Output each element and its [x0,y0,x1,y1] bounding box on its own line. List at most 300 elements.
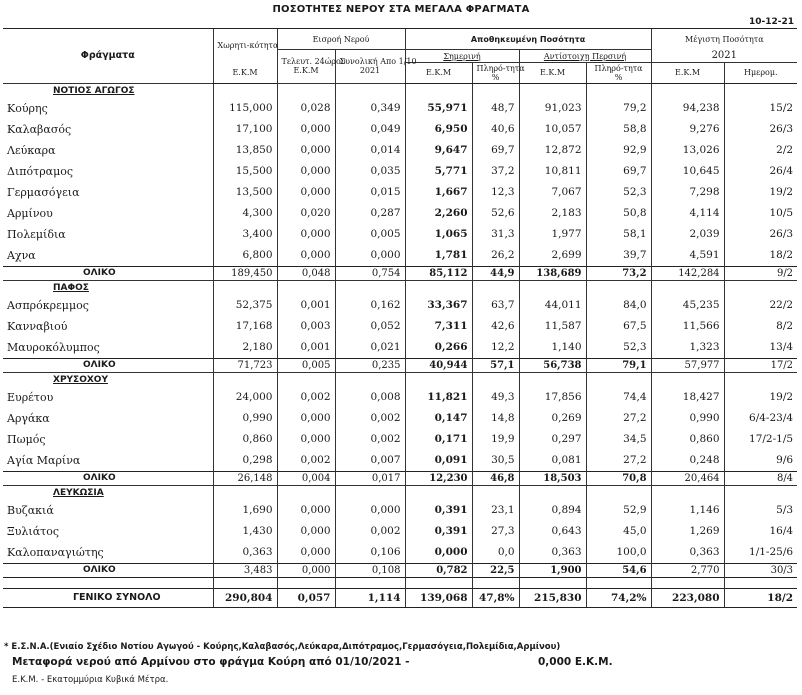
dam-today: 0,091 [405,450,472,472]
col-today-header: Σημερινή [405,50,519,63]
region-total-label: ΟΛΙΚΟ [3,266,213,280]
dam-inflow-total: 0,002 [335,521,405,542]
empty-cell [519,577,586,588]
total-max: 142,284 [651,266,724,280]
total-inflow-total: 0,754 [335,266,405,280]
empty-cell [651,577,724,588]
dam-inflow24: 0,000 [277,182,335,203]
col-last-year-header: Αντίστοιχη Περσινή [519,50,651,63]
total-inflow24: 0,005 [277,358,335,372]
transfer-note [12,656,613,668]
dam-today: 1,667 [405,182,472,203]
empty-cell [335,372,405,387]
dam-today-pct: 12,2 [472,337,519,359]
dam-capacity: 6,800 [213,245,277,267]
dam-inflow-total: 0,162 [335,295,405,316]
empty-cell [277,280,335,295]
dam-capacity: 13,500 [213,182,277,203]
dam-row [3,337,797,359]
col-inflow-header: Εισροή Νερού [277,29,405,50]
grand-inflow-total: 1,114 [335,588,405,607]
dam-today-pct: 19,9 [472,429,519,450]
dam-max-date: 22/2 [724,295,797,316]
dam-max-date: 26/3 [724,119,797,140]
empty-cell [651,485,724,500]
empty-cell [405,372,472,387]
grand-max-date: 18/2 [724,588,797,607]
total-last-year: 138,689 [519,266,586,280]
empty-cell [586,372,651,387]
dam-today: 6,950 [405,119,472,140]
dam-row [3,429,797,450]
empty-cell [472,577,519,588]
table-body [3,83,797,607]
dam-last-year-pct: 79,2 [586,98,651,119]
grand-today: 139,068 [405,588,472,607]
total-max-date: 9/2 [724,266,797,280]
total-today: 40,944 [405,358,472,372]
dam-max: 1,323 [651,337,724,359]
dam-today-pct: 63,7 [472,295,519,316]
total-today: 85,112 [405,266,472,280]
empty-cell [519,372,586,387]
grand-today-pct: 47,8% [472,588,519,607]
empty-cell [651,280,724,295]
dam-last-year-pct: 92,9 [586,140,651,161]
dam-name: Αγία Μαρίνα [7,453,81,467]
dam-max: 9,276 [651,119,724,140]
empty-cell [405,485,472,500]
dam-last-year: 10,057 [519,119,586,140]
empty-cell [472,280,519,295]
dam-capacity: 52,375 [213,295,277,316]
dam-inflow24: 0,002 [277,387,335,408]
dam-last-year: 0,363 [519,542,586,564]
empty-cell [724,280,797,295]
dam-row [3,98,797,119]
dam-today: 0,000 [405,542,472,564]
region-total-row [3,358,797,372]
dam-inflow24: 0,000 [277,140,335,161]
dam-capacity: 2,180 [213,337,277,359]
total-capacity: 189,450 [213,266,277,280]
dam-max: 4,591 [651,245,724,267]
dam-inflow-total: 0,005 [335,224,405,245]
dam-inflow24: 0,000 [277,245,335,267]
dam-today: 1,065 [405,224,472,245]
dam-max-date: 2/2 [724,140,797,161]
dam-inflow24: 0,003 [277,316,335,337]
dam-name: Ευρέτου [7,390,54,404]
col-dams-header: Φράγματα [3,29,213,84]
dam-capacity: 17,100 [213,119,277,140]
dam-max: 18,427 [651,387,724,408]
dam-inflow-total: 0,349 [335,98,405,119]
col-capacity-header: Χωρητι-κότητα [213,29,277,63]
total-max: 57,977 [651,358,724,372]
grand-capacity: 290,804 [213,588,277,607]
dam-row [3,203,797,224]
grand-last-year: 215,830 [519,588,586,607]
dam-max-date: 17/2-1/5 [724,429,797,450]
dam-last-year-pct: 67,5 [586,316,651,337]
dam-today-pct: 12,3 [472,182,519,203]
dam-name: Ξυλιάτος [7,524,60,538]
dam-last-year: 44,011 [519,295,586,316]
dam-today-pct: 48,7 [472,98,519,119]
empty-cell [335,280,405,295]
region-total-row [3,563,797,577]
grand-inflow24: 0,057 [277,588,335,607]
dam-last-year: 12,872 [519,140,586,161]
dam-inflow24: 0,000 [277,429,335,450]
dam-last-year-pct: 52,9 [586,500,651,521]
col-last-year-fill: Πληρό-τητα % [586,63,651,84]
dam-inflow24: 0,000 [277,408,335,429]
dam-today: 9,647 [405,140,472,161]
dam-last-year: 2,183 [519,203,586,224]
dam-max: 0,248 [651,450,724,472]
col-max-unit: Ε.Κ.Μ [651,63,724,84]
dam-inflow-total: 0,052 [335,316,405,337]
grand-total-row [3,588,797,607]
dam-last-year-pct: 58,8 [586,119,651,140]
region-header-row [3,372,797,387]
empty-cell [213,83,277,98]
dam-last-year-pct: 50,8 [586,203,651,224]
dam-last-year-pct: 52,3 [586,182,651,203]
dam-max-date: 10/5 [724,203,797,224]
dam-today-pct: 52,6 [472,203,519,224]
dam-max: 10,645 [651,161,724,182]
dam-name: Καλοπαναγιώτης [7,545,104,559]
dam-today-pct: 14,8 [472,408,519,429]
dam-name: Αργάκα [7,411,50,425]
dam-capacity: 0,990 [213,408,277,429]
empty-cell [724,577,797,588]
empty-cell [335,577,405,588]
dam-inflow-total: 0,002 [335,429,405,450]
dam-inflow-total: 0,007 [335,450,405,472]
empty-cell [724,372,797,387]
empty-cell [519,485,586,500]
dam-last-year: 7,067 [519,182,586,203]
col-max-year: 2021 [651,50,797,63]
dam-today-pct: 49,3 [472,387,519,408]
dam-last-year-pct: 34,5 [586,429,651,450]
dam-row [3,245,797,267]
dam-capacity: 4,300 [213,203,277,224]
total-max-date: 17/2 [724,358,797,372]
empty-cell [213,280,277,295]
dam-max-date: 13/4 [724,337,797,359]
dam-row [3,295,797,316]
dam-inflow-total: 0,000 [335,245,405,267]
dam-today: 55,971 [405,98,472,119]
dam-last-year-pct: 74,4 [586,387,651,408]
dam-today-pct: 26,2 [472,245,519,267]
dam-today: 0,171 [405,429,472,450]
total-today: 0,782 [405,563,472,577]
dam-quantities-table [3,28,797,608]
dam-name: Πωμός [7,432,46,446]
dam-row [3,450,797,472]
empty-cell [651,83,724,98]
dam-max: 45,235 [651,295,724,316]
dam-today: 0,266 [405,337,472,359]
dam-max-date: 8/2 [724,316,797,337]
empty-cell [651,372,724,387]
transfer-note-value: 0,000 Ε.Κ.Μ. [538,656,613,668]
dam-last-year: 0,081 [519,450,586,472]
dam-max: 0,860 [651,429,724,450]
dam-inflow-total: 0,021 [335,337,405,359]
dam-inflow-total: 0,049 [335,119,405,140]
dam-max: 0,363 [651,542,724,564]
dam-name: Αρμίνου [7,206,53,220]
dam-inflow24: 0,000 [277,161,335,182]
dam-name: Κανναβιού [7,319,68,333]
col-max-header: Μέγιστη Ποσότητα [651,29,797,50]
dam-row [3,182,797,203]
dam-row [3,161,797,182]
dam-capacity: 0,363 [213,542,277,564]
empty-cell [277,577,335,588]
dam-inflow-total: 0,014 [335,140,405,161]
total-last-year-pct: 73,2 [586,266,651,280]
dam-row [3,140,797,161]
dam-inflow24: 0,000 [277,224,335,245]
total-last-year-pct: 54,6 [586,563,651,577]
dam-max-date: 1/1-25/6 [724,542,797,564]
total-inflow24: 0,000 [277,563,335,577]
dam-row [3,316,797,337]
dam-today: 0,147 [405,408,472,429]
col-today-fill: Πληρό-τητα % [472,63,519,84]
total-last-year-pct: 79,1 [586,358,651,372]
col-stored-header: Αποθηκευμένη Ποσότητα [405,29,651,50]
dam-name: Αχνα [7,248,36,262]
dam-inflow24: 0,000 [277,521,335,542]
dam-today-pct: 37,2 [472,161,519,182]
total-today-pct: 44,9 [472,266,519,280]
dam-today: 11,821 [405,387,472,408]
dam-last-year-pct: 27,2 [586,408,651,429]
empty-cell [335,485,405,500]
dam-name: Μαυροκόλυμπος [7,340,100,354]
region-name: ΝΟΤΙΟΣ ΑΓΩΓΟΣ [3,83,213,98]
dam-inflow24: 0,001 [277,337,335,359]
empty-cell [586,280,651,295]
region-total-label: ΟΛΙΚΟ [3,471,213,485]
region-total-label: ΟΛΙΚΟ [3,563,213,577]
empty-cell [405,280,472,295]
dam-name: Λεύκαρα [7,143,56,157]
dam-max-date: 18/2 [724,245,797,267]
empty-cell [277,83,335,98]
dam-last-year: 0,643 [519,521,586,542]
dam-today: 0,391 [405,500,472,521]
dam-inflow24: 0,000 [277,119,335,140]
dam-max: 11,566 [651,316,724,337]
dam-last-year: 1,140 [519,337,586,359]
dam-inflow24: 0,000 [277,500,335,521]
total-inflow-total: 0,017 [335,471,405,485]
dam-max-date: 9/6 [724,450,797,472]
empty-cell [472,83,519,98]
region-total-row [3,266,797,280]
dam-capacity: 115,000 [213,98,277,119]
dam-max-date: 26/4 [724,161,797,182]
empty-cell [405,83,472,98]
dam-inflow-total: 0,002 [335,408,405,429]
region-name: ΛΕΥΚΩΣΙΑ [3,485,213,500]
dam-row [3,521,797,542]
dam-today-pct: 23,1 [472,500,519,521]
empty-cell [213,372,277,387]
dam-max-date: 6/4-23/4 [724,408,797,429]
col-max-date: Ημερομ. [724,63,797,84]
dam-last-year: 1,977 [519,224,586,245]
col-inflow-24h: Τελευτ. 24ώρου Ε.Κ.Μ [277,50,335,84]
dam-last-year: 0,894 [519,500,586,521]
dam-last-year: 0,297 [519,429,586,450]
dam-last-year: 2,699 [519,245,586,267]
dam-max: 2,039 [651,224,724,245]
region-total-row [3,471,797,485]
dam-max: 94,238 [651,98,724,119]
dam-last-year-pct: 69,7 [586,161,651,182]
dam-max-date: 19/2 [724,182,797,203]
empty-cell [586,83,651,98]
total-last-year: 18,503 [519,471,586,485]
total-today-pct: 57,1 [472,358,519,372]
dam-name: Διπότραμος [7,164,74,178]
dam-max: 13,026 [651,140,724,161]
dam-max-date: 16/4 [724,521,797,542]
empty-cell [277,372,335,387]
dam-row [3,408,797,429]
empty-cell [335,83,405,98]
esna-footnote: * Ε.Σ.Ν.Α.(Ενιαίο Σχέδιο Νοτίου Αγωγού - Κούρης,Καλαβασός,Λεύκαρα,Διπότραμος,Γερμασόγεια,Πολεμίδια,Αρμίνου) [4,642,561,652]
empty-cell [277,485,335,500]
dam-inflow24: 0,028 [277,98,335,119]
col-inflow-total: Συνολική Απο 1/10 2021 [335,50,405,84]
total-inflow24: 0,004 [277,471,335,485]
empty-cell [724,83,797,98]
col-capacity-unit: Ε.Κ.Μ [213,63,277,84]
region-header-row [3,485,797,500]
dam-today: 7,311 [405,316,472,337]
dam-last-year-pct: 100,0 [586,542,651,564]
dam-name: Καλαβασός [7,122,72,136]
empty-cell [724,485,797,500]
dam-row [3,224,797,245]
total-last-year: 56,738 [519,358,586,372]
dam-today-pct: 30,5 [472,450,519,472]
dam-today-pct: 42,6 [472,316,519,337]
empty-cell [472,485,519,500]
empty-cell [213,577,277,588]
dam-capacity: 3,400 [213,224,277,245]
dam-max: 0,990 [651,408,724,429]
dam-inflow-total: 0,287 [335,203,405,224]
dam-max: 7,298 [651,182,724,203]
dam-capacity: 24,000 [213,387,277,408]
total-max-date: 8/4 [724,471,797,485]
empty-cell [586,485,651,500]
empty-cell [3,577,213,588]
region-name: ΧΡΥΣΟΧΟΥ [3,372,213,387]
total-capacity: 3,483 [213,563,277,577]
dam-today: 33,367 [405,295,472,316]
dam-capacity: 17,168 [213,316,277,337]
total-capacity: 71,723 [213,358,277,372]
report-date: 10-12-21 [748,17,794,27]
dam-name: Βυζακιά [7,503,54,517]
dam-name: Κούρης [7,101,48,115]
col-today-unit: Ε.Κ.Μ [405,63,472,84]
dam-inflow-total: 0,035 [335,161,405,182]
dam-capacity: 13,850 [213,140,277,161]
empty-cell [586,577,651,588]
dam-inflow-total: 0,015 [335,182,405,203]
region-name: ΠΑΦΟΣ [3,280,213,295]
dam-max-date: 15/2 [724,98,797,119]
empty-cell [519,83,586,98]
region-header-row [3,280,797,295]
total-today-pct: 22,5 [472,563,519,577]
dam-last-year: 17,856 [519,387,586,408]
total-inflow24: 0,048 [277,266,335,280]
dam-row [3,119,797,140]
dam-capacity: 15,500 [213,161,277,182]
dam-inflow-total: 0,008 [335,387,405,408]
total-inflow-total: 0,108 [335,563,405,577]
empty-cell [472,372,519,387]
dam-name: Ασπρόκρεμμος [7,298,89,312]
total-max: 2,770 [651,563,724,577]
empty-cell [213,485,277,500]
grand-total-label: ΓΕΝΙΚΟ ΣΥΝΟΛΟ [3,588,213,607]
dam-row [3,542,797,564]
dam-last-year-pct: 45,0 [586,521,651,542]
dam-max-date: 26/3 [724,224,797,245]
dam-name: Γερμασόγεια [7,185,80,199]
region-header-row [3,83,797,98]
dam-max: 1,269 [651,521,724,542]
dam-name: Πολεμίδια [7,227,66,241]
report-title: ΠΟΣΟΤΗΤΕΣ ΝΕΡΟΥ ΣΤΑ ΜΕΓΑΛΑ ΦΡΑΓΜΑΤΑ [272,4,530,15]
dam-today-pct: 40,6 [472,119,519,140]
dam-max: 4,114 [651,203,724,224]
dam-inflow-total: 0,106 [335,542,405,564]
unit-note: Ε.Κ.Μ. - Εκατομμύρια Κυβικά Μέτρα. [12,675,169,685]
dam-today-pct: 69,7 [472,140,519,161]
dam-capacity: 0,860 [213,429,277,450]
dam-today-pct: 27,3 [472,521,519,542]
dam-today: 0,391 [405,521,472,542]
dam-inflow24: 0,001 [277,295,335,316]
dam-today-pct: 31,3 [472,224,519,245]
total-last-year: 1,900 [519,563,586,577]
dam-row [3,387,797,408]
dam-last-year: 0,269 [519,408,586,429]
dam-capacity: 1,690 [213,500,277,521]
dam-max: 1,146 [651,500,724,521]
dam-last-year-pct: 27,2 [586,450,651,472]
dam-inflow24: 0,020 [277,203,335,224]
